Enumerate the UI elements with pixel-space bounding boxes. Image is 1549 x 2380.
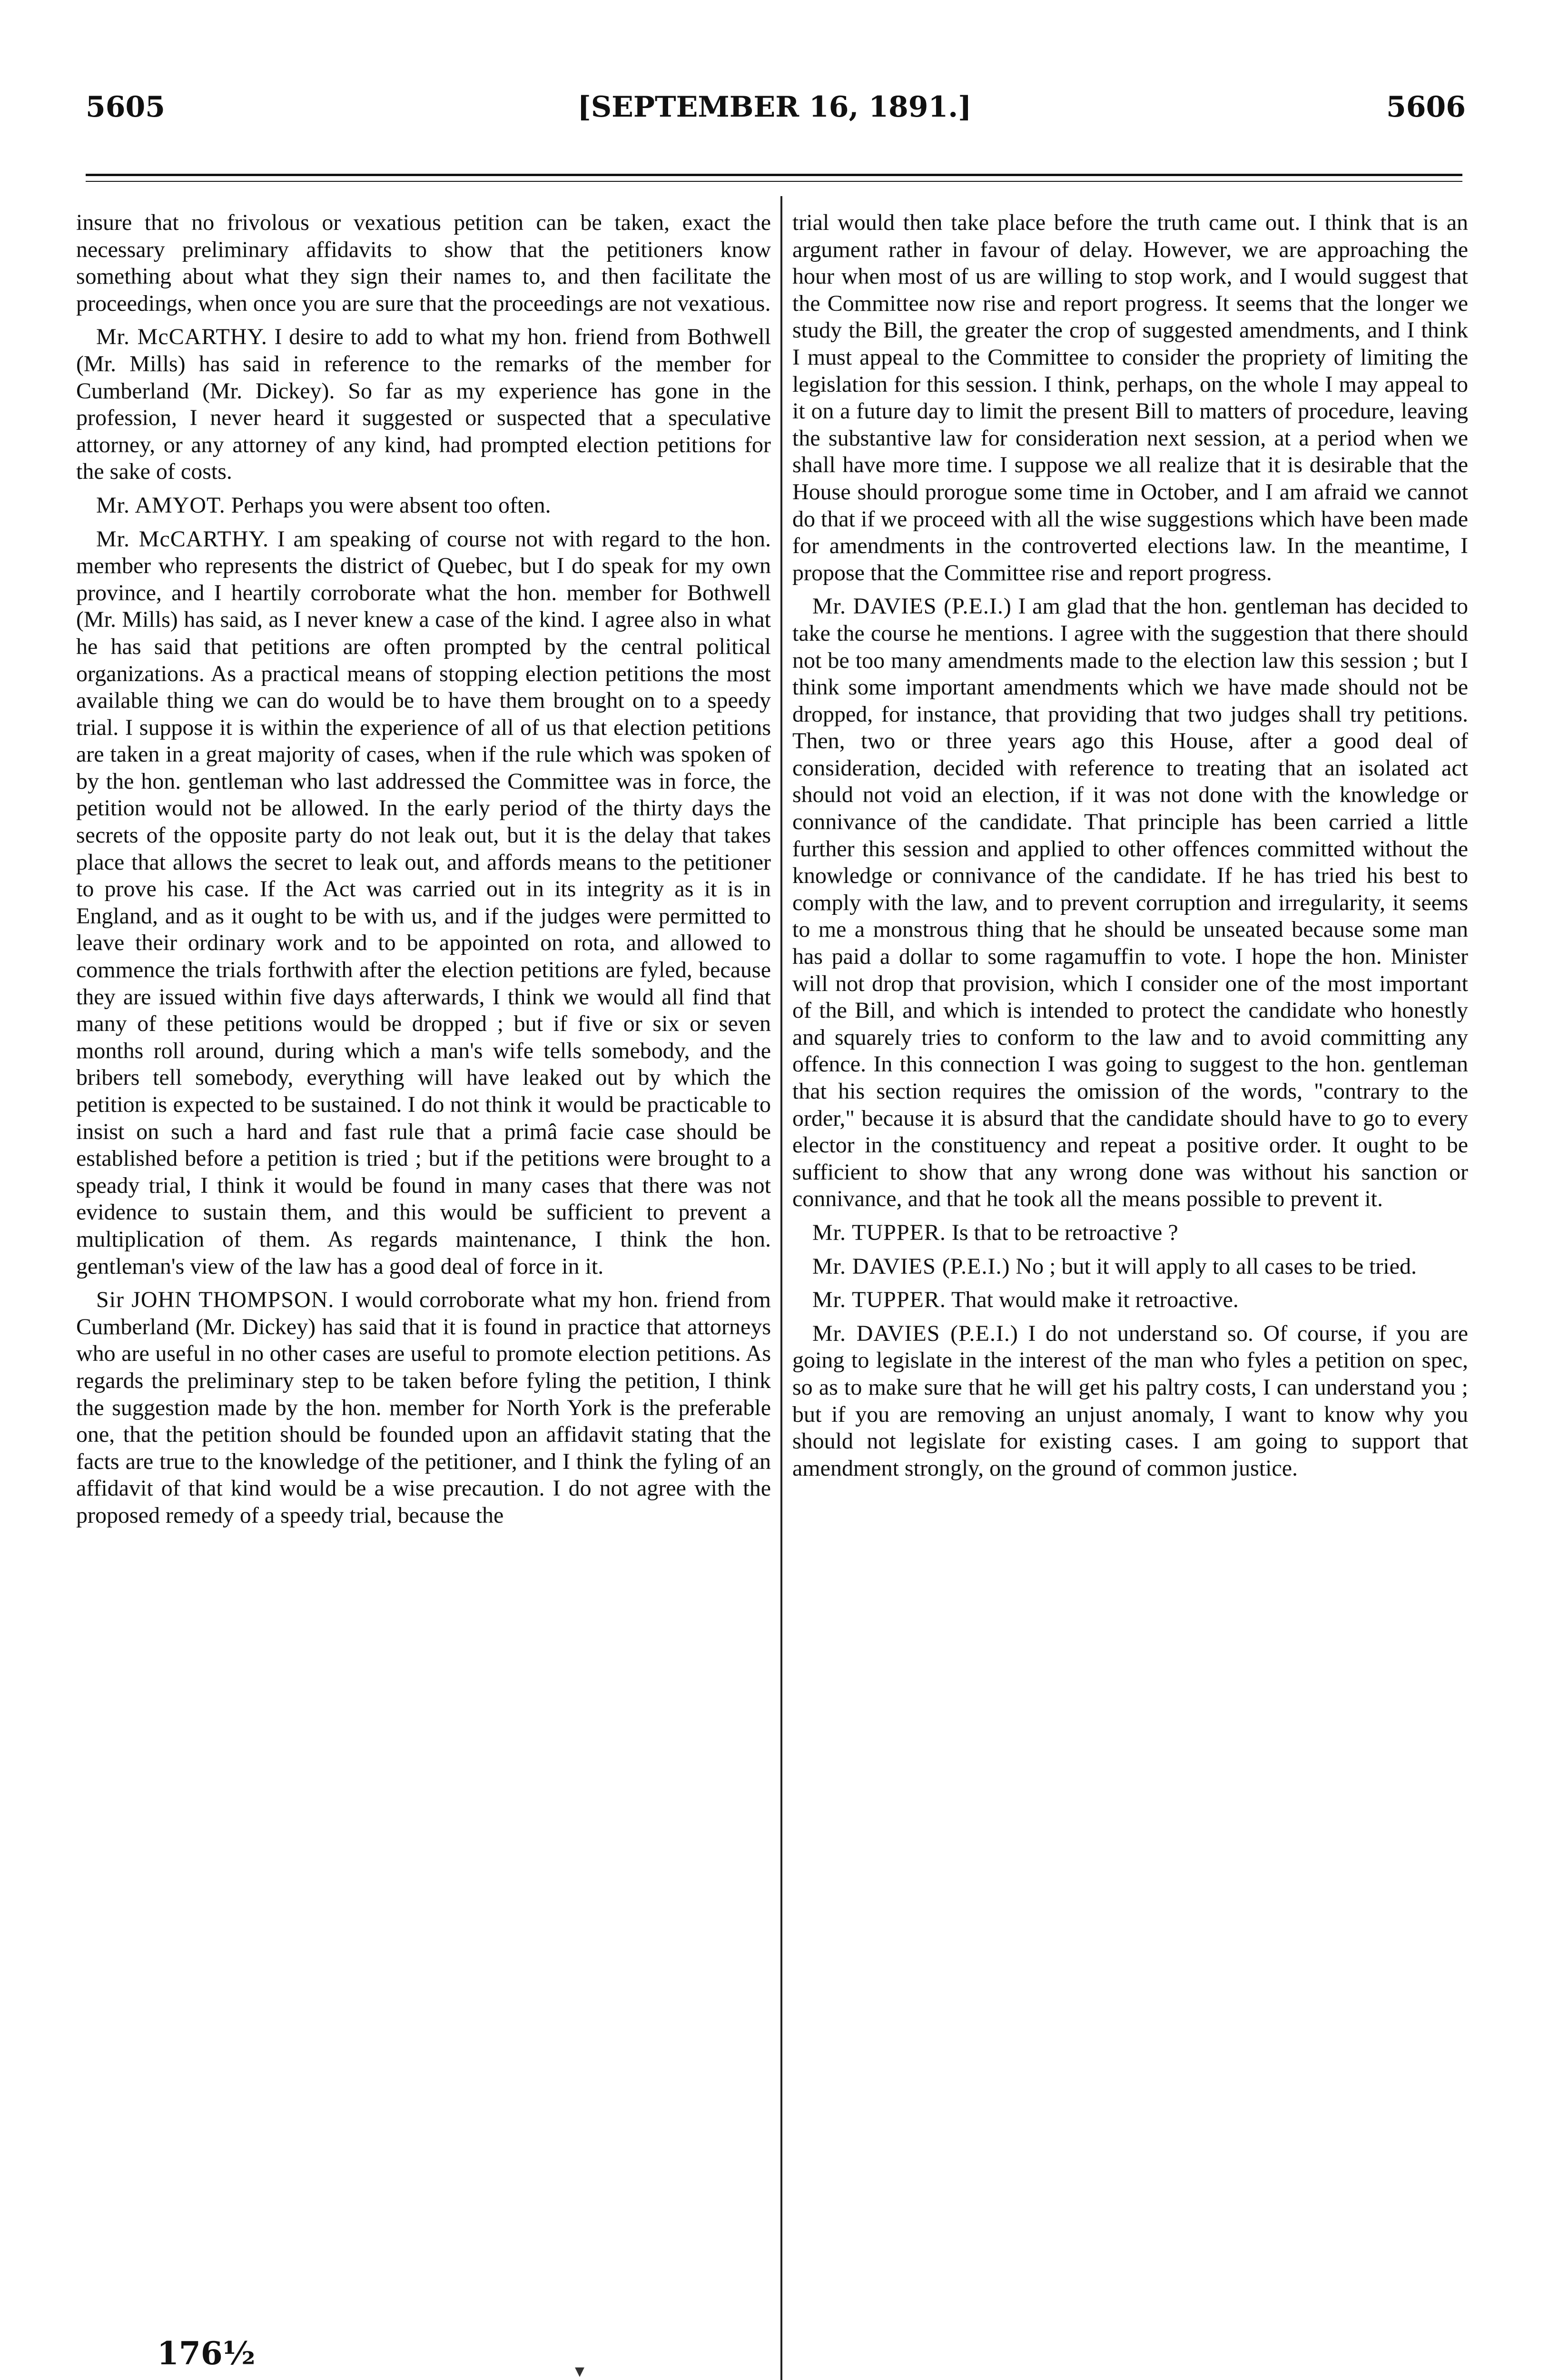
paragraph [792,1287,1468,1314]
header-rule-thin [86,181,1462,182]
speaker-name: Sir JOHN THOMPSON. [96,1287,335,1313]
paragraph [76,492,771,519]
paragraph-text: I would corroborate what my hon. friend from Cumberland (Mr. Dickey) has said that it is found in practice that attorneys who are useful in no other cases are useful to promote election petitions. As regards the preliminary step to be taken before fyling the petition, I think the suggestion made by the hon. member for North York is the preferable one, that the petition should be founded upon an affidavit stating that the facts are true to the knowledge of the petitioner, and I think the fyling of an affidavit of that kind would be a wise precaution. I do not agree with the proposed remedy of a speedy trial, because the [76,1287,771,1528]
printer-mark: ▾ [575,2360,585,2380]
paragraph [792,1253,1468,1280]
paragraph [792,593,1468,1213]
speaker-name: Mr. AMYOT. [96,492,226,518]
speaker-name: Mr. TUPPER. [812,1287,946,1313]
paragraph [76,526,771,1280]
paragraph [792,1320,1468,1482]
paragraph-text: No ; but it will apply to all cases to be tried. [1016,1253,1417,1279]
header-rule-thick [86,174,1462,176]
paragraph [792,209,1468,586]
paragraph [792,1220,1468,1247]
page-number-right: 5606 [1386,90,1466,124]
paragraph-text: trial would then take place before the truth came out. I think that is an argument rather in favour of delay. However, we are approaching the hour when most of us are willing to stop work, and I would suggest that the Committee now rise and report progress. It seems that the longer we study the Bill, the greater the crop of suggested amendments, and I think I must appeal to the Committee to consider the propriety of limiting the legislation for this session. I think, perhaps, on the whole I may appeal to it on a future day to limit the present Bill to matters of procedure, leaving the substantive law for consideration next session, at a period when we shall have more time. I suppose we all realize that it is desirable that the House should prorogue some time in October, and I am afraid we cannot do that if we proceed with all the wise suggestions which have been made for amendments in the controverted elections law. In the meantime, I propose that the Committee rise and report progress. [792,210,1468,585]
speaker-name: Mr. McCARTHY. [96,526,269,552]
paragraph-text: I am speaking of course not with regard to the hon. member who represents the district of Quebec, but I do speak for my own province, and I heartily corroborate what the hon. member for Bothwell (Mr. Mills) has said, as I never knew a case of the kind. I agree also in what he has said that petitions are often prompted by the central political organizations. As a practical means of stopping election petitions the most available thing we can do would be to have them brought on to a speedy trial. I suppose it is within the experience of all of us that election petitions are taken in a great majority of cases, when if the rule which was spoken of by the hon. gentleman who last addressed the Committee was in force, the petition would not be allowed. In the early period of the thirty days the secrets of the opposite party do not leak out, but it is the delay that takes place that allows the secret to leak out, and affords means to the petitioner to prove his case. If the Act was carried out in its integrity as it is in England, and as it ought to be with us, and if the judges were permitted to leave their ordinary work and to be appointed on rota, and allowed to commence the trials forthwith after the election petitions are fyled, because they are issued within five days afterwards, I think we would all find that many of these petitions would be dropped ; but if five or six or seven months roll around, during which a man's wife tells somebody, and the bribers tell somebody, everything will have leaked out by which the petition is expected to be sustained. I do not think it would be practicable to insist on such a hard and fast rule that a primâ facie case should be established before a petition is tried ; but if the petitions were brought to a speady trial, I think it would be found in many cases that there was not evidence to sustain them, and this would be sufficient to prevent a multiplication of them. As regards maintenance, I think the hon. gentleman's view of the law has a good deal of force in it. [76,526,771,1279]
speaker-name: Mr. DAVIES (P.E.I.) [812,1320,1018,1346]
paragraph-text: insure that no frivolous or vexatious petition can be taken, exact the necessary preliminary affidavits to show that the petitioners know something about what they sign their names to, and then facilitate the proceedings, when once you are sure that the proceedings are not vexatious. [76,210,771,316]
paragraph [76,324,771,486]
paragraph-text: That would make it retroactive. [951,1287,1239,1313]
speaker-name: Mr. TUPPER. [812,1220,946,1245]
paragraph-text: I do not understand so. Of course, if you are going to legislate in the interest of the man who fyles a petition on spec, so as to make sure that he will get his paltry costs, I can understand you ; but if you are removing an unjust anomaly, I want to know why you should not legislate for existing cases. I am going to support that amendment strongly, on the ground of common justice. [792,1320,1469,1481]
speaker-name: Mr. DAVIES (P.E.I.) [812,1253,1010,1279]
paragraph [76,209,771,317]
speaker-name: Mr. McCARTHY. [96,324,267,350]
paragraph-text: I desire to add to what my hon. friend from Bothwell (Mr. Mills) has said in reference to the remarks of the member for Cumberland (Mr. Dickey). So far as my experience has gone in the profession, I never heard it suggested or suspected that a speculative attorney, or any attorney of any kind, had prompted election petitions for the sake of costs. [76,324,771,485]
right-column [792,209,1468,1488]
paragraph-text: Perhaps you were absent too often. [231,492,551,518]
column-divider [780,196,782,2380]
page-date-header: [SEPTEMBER 16, 1891.] [577,90,972,124]
page-number-left: 5605 [86,90,165,124]
left-column [76,209,771,1536]
paragraph-text: I am glad that the hon. gentleman has decided to take the course he mentions. I agree with the suggestion that there should not be too many amendments made to the election law this session ; but I think some important amendments which we have made should not be dropped, for instance, that providing that two judges shall try petitions. Then, two or three years ago this House, after a good deal of consideration, decided with reference to treating that an isolated act should not void an election, if it was not done with the knowledge or connivance of the candidate. That principle has been carried a little further this session and applied to other offences committed without the knowledge or connivance of the candidate. If he has tried his best to comply with the law, and to prevent corruption and irregularity, it seems to me a monstrous thing that he should be unseated because some man has paid a dollar to some ragamuffin to vote. I hope the hon. Minister will not drop that provision, which I consider one of the most important of the Bill, and which is intended to protect the candidate who honestly and squarely tries to conform to the law and to avoid committing any offence. In this connection I was going to suggest to the hon. gentleman that his section requires the omission of the words, "contrary to the order," because it is absurd that the candidate should have to go to every elector in the constituency and repeat a positive order. It ought to be sufficient to show that any wrong done was without his sanction or connivance, and that he took all the means possible to prevent it. [792,594,1469,1212]
paragraph-text: Is that to be retroactive ? [951,1220,1178,1245]
speaker-name: Mr. DAVIES (P.E.I.) [812,594,1012,619]
paragraph [76,1287,771,1529]
signature-mark: 176½ [157,2335,256,2372]
